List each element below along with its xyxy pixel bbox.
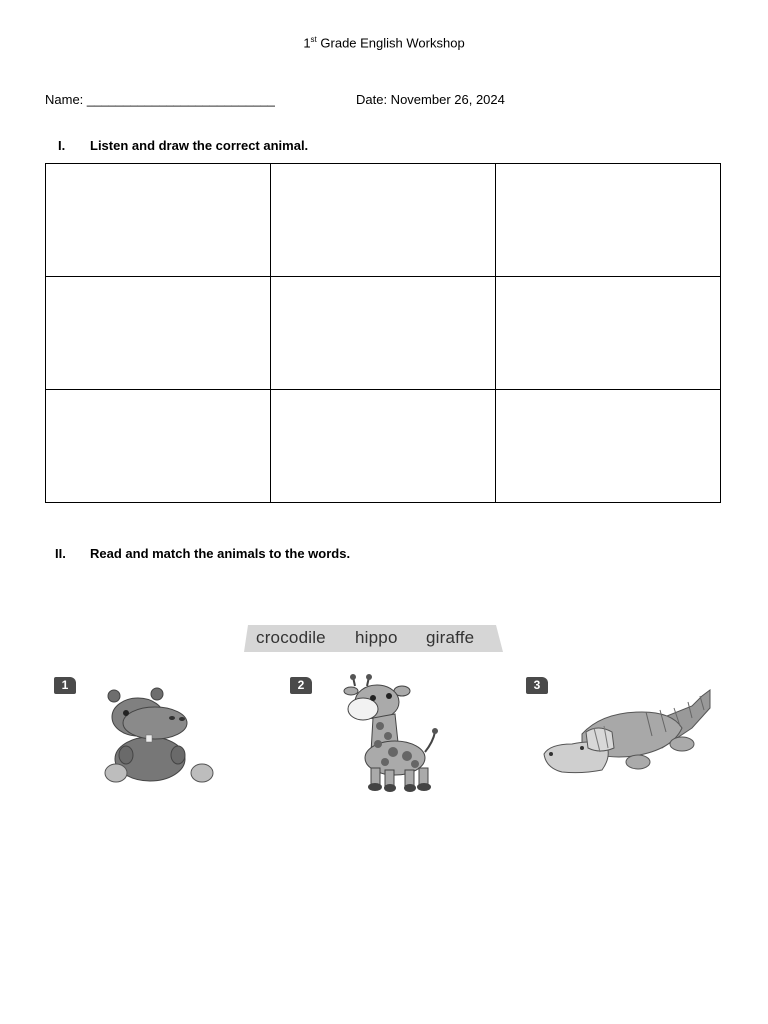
word-hippo: hippo (355, 628, 398, 647)
drawing-grid (45, 163, 721, 503)
number-badge-3: 3 (526, 677, 548, 694)
section-1-number: I. (58, 138, 66, 153)
date-text: Date: November 26, 2024 (356, 92, 505, 107)
crocodile-icon (542, 688, 714, 784)
name-label: Name: (45, 92, 84, 107)
drawing-box[interactable] (496, 277, 721, 390)
section-2-number: II. (55, 546, 66, 561)
name-blank: __________________________ (86, 92, 275, 107)
drawing-box[interactable] (271, 164, 496, 277)
word-crocodile: crocodile (256, 628, 326, 647)
worksheet-title: 1st Grade English Workshop (303, 35, 465, 51)
number-badge-1: 1 (54, 677, 76, 694)
drawing-box[interactable] (46, 277, 271, 390)
drawing-box[interactable] (496, 164, 721, 277)
number-badge-2: 2 (290, 677, 312, 694)
drawing-box[interactable] (46, 390, 271, 503)
section-2-instruction: Read and match the animals to the words. (90, 546, 351, 561)
drawing-box[interactable] (271, 277, 496, 390)
section-2-heading (55, 546, 350, 561)
drawing-box[interactable] (496, 390, 721, 503)
word-bank (244, 625, 503, 652)
giraffe-icon (343, 674, 441, 798)
drawing-box[interactable] (271, 390, 496, 503)
word-giraffe: giraffe (426, 628, 475, 647)
drawing-box[interactable] (46, 164, 271, 277)
section-1-instruction: Listen and draw the correct animal. (90, 138, 309, 153)
name-field[interactable] (45, 92, 275, 107)
hippo-icon (100, 685, 216, 785)
section-1-heading (58, 138, 308, 153)
